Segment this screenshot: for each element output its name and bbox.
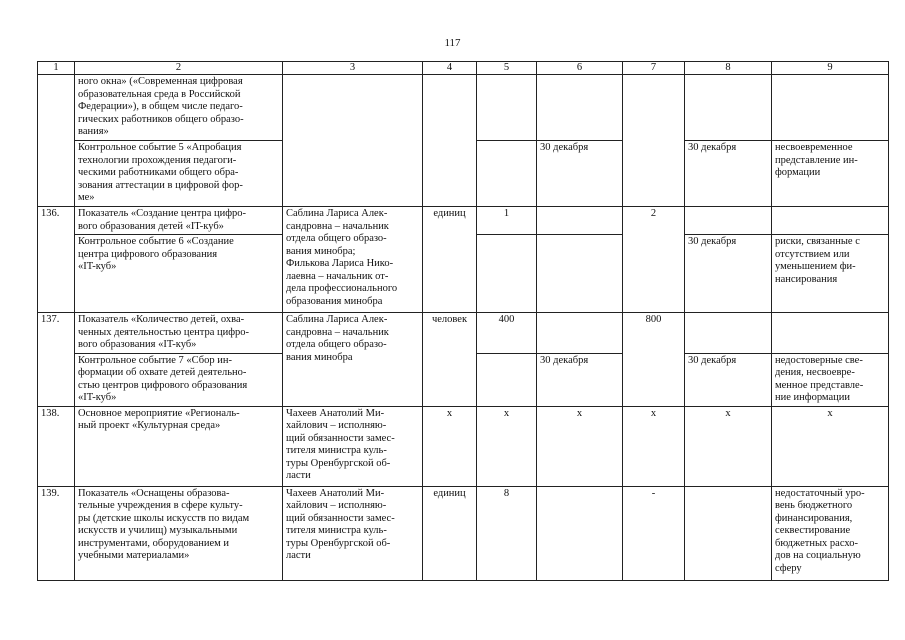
text-line: Показатель «Количество детей, охва- bbox=[78, 314, 245, 325]
text-line: хайлович – исполняю- bbox=[286, 500, 387, 511]
text-line: Показатель «Оснащены образова- bbox=[78, 487, 230, 499]
text-line: вого образования детей «IT-куб» bbox=[78, 220, 224, 232]
text-line: риски, связанные с bbox=[775, 236, 860, 247]
text-line: тельные учреждения в сфере культу- bbox=[78, 500, 243, 511]
table-row bbox=[38, 313, 889, 354]
text-line: отсутствием или bbox=[775, 248, 850, 260]
responsible-cell bbox=[283, 207, 423, 313]
description-cell bbox=[75, 486, 283, 580]
date-cell: 30 декабря bbox=[537, 141, 623, 207]
risk-cell bbox=[772, 313, 889, 354]
text-line: Филькова Лариса Нико- bbox=[286, 258, 394, 269]
text-line: Контрольное событие 5 «Апробация bbox=[78, 142, 242, 153]
text-line: бюджетных расхо- bbox=[775, 537, 858, 549]
date-cell bbox=[685, 207, 772, 235]
date-cell bbox=[685, 75, 772, 141]
value-cell bbox=[477, 235, 537, 313]
text-line: Основное мероприятие «Региональ- bbox=[78, 407, 240, 419]
text-line: секвестирование bbox=[775, 525, 851, 536]
text-line: Саблина Лариса Алек- bbox=[286, 208, 388, 219]
date-cell: х bbox=[537, 406, 623, 486]
text-line: ры (детские школы искусств по видам bbox=[78, 512, 250, 524]
date-cell: х bbox=[685, 406, 772, 486]
text-line: Контрольное событие 6 «Создание bbox=[78, 236, 234, 247]
responsible-cell bbox=[283, 406, 423, 486]
text-line: дела профессионального bbox=[286, 283, 398, 294]
text-line: формации bbox=[775, 167, 821, 178]
unit-cell: х bbox=[423, 406, 477, 486]
text-line: инструментами, оборудованием и bbox=[78, 537, 230, 549]
text-line: Контрольное событие 7 «Сбор ин- bbox=[78, 354, 232, 366]
text-line: несвоевременное bbox=[775, 142, 853, 153]
text-line: ласти bbox=[286, 550, 311, 561]
column-header: 2 bbox=[75, 62, 283, 75]
text-line: представление ин- bbox=[775, 154, 858, 166]
description-cell bbox=[75, 207, 283, 235]
text-line: недостаточный уро- bbox=[775, 487, 865, 499]
value-cell: 2 bbox=[623, 207, 685, 313]
text-line: щий обязанности замес- bbox=[286, 512, 395, 524]
value-cell: х bbox=[477, 406, 537, 486]
text-line: Саблина Лариса Алек- bbox=[286, 314, 388, 325]
table-row bbox=[38, 406, 889, 486]
value-cell: 800 bbox=[623, 313, 685, 407]
description-cell bbox=[75, 406, 283, 486]
header-row bbox=[38, 62, 889, 75]
risk-cell bbox=[772, 207, 889, 235]
value-cell: х bbox=[623, 406, 685, 486]
table-row bbox=[38, 486, 889, 580]
risk-cell bbox=[772, 235, 889, 313]
responsible-cell bbox=[283, 313, 423, 407]
row-number-cell: 139. bbox=[38, 486, 75, 580]
column-header: 6 bbox=[537, 62, 623, 75]
text-line: технологии прохождения педагоги- bbox=[78, 154, 237, 166]
text-line: ние информации bbox=[775, 392, 850, 403]
table-row bbox=[38, 207, 889, 235]
row-number-cell: 138. bbox=[38, 406, 75, 486]
text-line: образовательная среда в Российской bbox=[78, 88, 241, 100]
text-line: ного окна» («Современная цифровая bbox=[78, 76, 243, 87]
text-line: сандровна – начальник bbox=[286, 326, 389, 338]
text-line: зования аттестации в цифровой фор- bbox=[78, 179, 243, 191]
date-cell bbox=[537, 75, 623, 141]
column-header: 9 bbox=[772, 62, 889, 75]
text-line: стью центров цифрового образования bbox=[78, 379, 248, 391]
text-line: искусств и училищ) музыкальными bbox=[78, 525, 238, 536]
column-header: 4 bbox=[423, 62, 477, 75]
text-line: хайлович – исполняю- bbox=[286, 420, 387, 431]
text-line: нансирования bbox=[775, 273, 838, 285]
text-line: ный проект «Культурная среда» bbox=[78, 420, 221, 431]
column-header: 8 bbox=[685, 62, 772, 75]
text-line: образования минобра bbox=[286, 295, 383, 307]
date-cell: 30 декабря bbox=[685, 141, 772, 207]
text-line: «IT-куб» bbox=[78, 261, 117, 272]
unit-cell: человек bbox=[423, 313, 477, 407]
date-cell bbox=[537, 313, 623, 354]
row-number-cell bbox=[38, 75, 75, 207]
text-line: туры Оренбургской об- bbox=[286, 537, 391, 549]
column-header: 1 bbox=[38, 62, 75, 75]
text-line: ченных деятельностью центра цифро- bbox=[78, 326, 250, 338]
unit-cell bbox=[423, 75, 477, 207]
column-header: 3 bbox=[283, 62, 423, 75]
text-line: сандровна – начальник bbox=[286, 220, 389, 232]
row-number-cell: 136. bbox=[38, 207, 75, 313]
text-line: ме» bbox=[78, 192, 95, 203]
text-line: формации об охвате детей деятельно- bbox=[78, 367, 247, 378]
description-cell bbox=[75, 313, 283, 354]
text-line: уменьшением фи- bbox=[775, 261, 856, 272]
risk-cell bbox=[772, 141, 889, 207]
responsible-cell bbox=[283, 75, 423, 207]
text-line: щий обязанности замес- bbox=[286, 432, 395, 444]
risk-cell bbox=[772, 486, 889, 580]
text-line: недостоверные све- bbox=[775, 354, 863, 366]
date-cell: 30 декабря bbox=[685, 353, 772, 406]
value-cell: 400 bbox=[477, 313, 537, 354]
date-cell: 30 декабря bbox=[537, 353, 623, 406]
description-cell bbox=[75, 141, 283, 207]
column-header: 5 bbox=[477, 62, 537, 75]
text-line: лаевна – начальник от- bbox=[286, 270, 389, 282]
text-line: Чахеев Анатолий Ми- bbox=[286, 407, 385, 419]
text-line: тителя министра куль- bbox=[286, 525, 387, 536]
page-number: 117 bbox=[444, 37, 461, 49]
text-line: сферу bbox=[775, 562, 802, 574]
text-line: менное представле- bbox=[775, 379, 864, 391]
description-cell bbox=[75, 235, 283, 313]
date-cell bbox=[685, 486, 772, 580]
date-cell bbox=[537, 486, 623, 580]
text-line: вания минобра bbox=[286, 351, 353, 363]
text-line: туры Оренбургской об- bbox=[286, 457, 391, 469]
text-line: вания» bbox=[78, 126, 109, 137]
value-cell bbox=[477, 75, 537, 141]
column-header: 7 bbox=[623, 62, 685, 75]
date-cell bbox=[685, 313, 772, 354]
text-line: ческими работниками общего обра- bbox=[78, 167, 239, 178]
responsible-cell bbox=[283, 486, 423, 580]
description-cell bbox=[75, 75, 283, 141]
text-line: дения, несвоевре- bbox=[775, 367, 855, 378]
text-line: дов на социальную bbox=[775, 550, 861, 561]
value-cell bbox=[477, 353, 537, 406]
text-line: Федерации»), в общем числе педаго- bbox=[78, 101, 243, 112]
document-table bbox=[37, 61, 889, 581]
text-line: Показатель «Создание центра цифро- bbox=[78, 208, 247, 219]
value-cell: 1 bbox=[477, 207, 537, 235]
text-line: финансирования, bbox=[775, 512, 853, 524]
text-line: гических работников общего образо- bbox=[78, 113, 244, 125]
unit-cell: единиц bbox=[423, 207, 477, 313]
unit-cell: единиц bbox=[423, 486, 477, 580]
value-cell bbox=[477, 141, 537, 207]
table-row bbox=[38, 75, 889, 141]
text-line: «IT-куб» bbox=[78, 392, 117, 403]
risk-cell bbox=[772, 75, 889, 141]
risk-cell bbox=[772, 353, 889, 406]
text-line: учебными материалами» bbox=[78, 550, 190, 561]
date-cell bbox=[537, 235, 623, 313]
text-line: центра цифрового образования bbox=[78, 248, 218, 260]
value-cell bbox=[623, 75, 685, 207]
text-line: ласти bbox=[286, 470, 311, 481]
date-cell bbox=[537, 207, 623, 235]
text-line: вания минобра; bbox=[286, 245, 356, 257]
text-line: отдела общего образо- bbox=[286, 339, 387, 350]
description-cell bbox=[75, 353, 283, 406]
risk-cell: х bbox=[772, 406, 889, 486]
row-number-cell: 137. bbox=[38, 313, 75, 407]
text-line: Чахеев Анатолий Ми- bbox=[286, 487, 385, 499]
date-cell: 30 декабря bbox=[685, 235, 772, 313]
text-line: тителя министра куль- bbox=[286, 445, 387, 456]
text-line: отдела общего образо- bbox=[286, 233, 387, 244]
text-line: вень бюджетного bbox=[775, 500, 853, 511]
value-cell: - bbox=[623, 486, 685, 580]
text-line: вого образования «IT-куб» bbox=[78, 339, 197, 350]
value-cell: 8 bbox=[477, 486, 537, 580]
